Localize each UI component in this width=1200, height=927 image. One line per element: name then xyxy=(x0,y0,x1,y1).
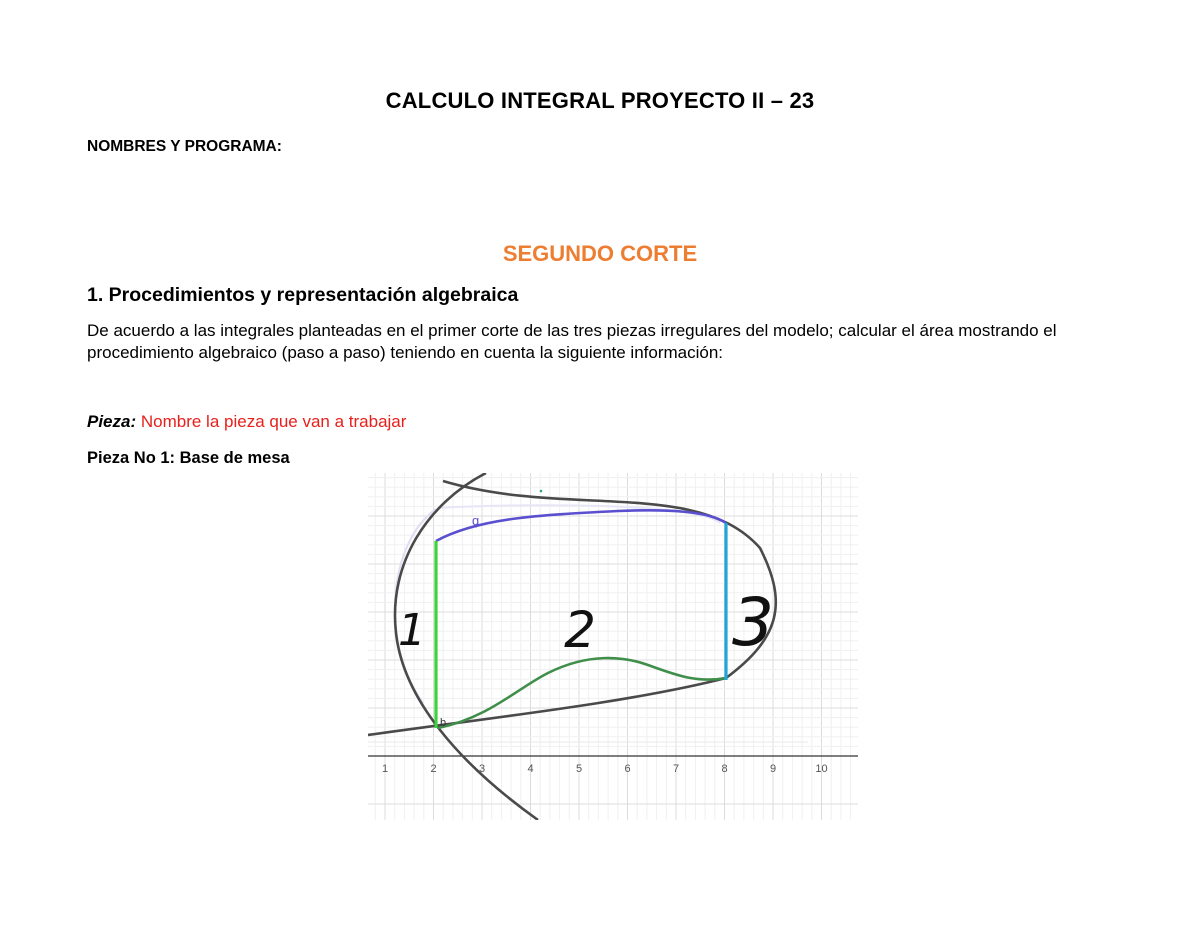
x-tick-label: 5 xyxy=(575,763,583,775)
x-tick-label: 3 xyxy=(478,763,486,775)
pieza-figure xyxy=(368,473,858,820)
x-ticks xyxy=(382,763,828,775)
region-labels xyxy=(398,584,774,661)
x-tick-label: 7 xyxy=(672,763,680,775)
section-title: SEGUNDO CORTE xyxy=(502,241,698,266)
figure-svg xyxy=(368,473,858,820)
document-title: CALCULO INTEGRAL PROYECTO II – 23 xyxy=(385,88,815,113)
pieza-name: Pieza No 1: Base de mesa xyxy=(87,449,290,467)
region-label-1: 1 xyxy=(398,605,426,656)
region-label-2: 2 xyxy=(564,601,596,659)
x-tick-label: 9 xyxy=(769,763,777,775)
pieza-hint: Nombre la pieza que van a trabajar xyxy=(140,412,407,431)
curve-label-g: g xyxy=(472,513,480,528)
region-label-3: 3 xyxy=(732,584,774,661)
x-tick-label: 4 xyxy=(527,763,534,775)
names-label: NOMBRES Y PROGRAMA: xyxy=(87,138,282,155)
section-heading: 1. Procedimientos y representación algebraica xyxy=(87,284,519,306)
pieza-line xyxy=(87,412,406,432)
x-tick-label: 1 xyxy=(381,763,389,775)
figure-grid xyxy=(368,473,858,820)
point-marker xyxy=(540,490,543,493)
x-tick-label: 10 xyxy=(815,763,828,775)
x-tick-label: 2 xyxy=(430,763,437,775)
pieza-label: Pieza: xyxy=(87,412,137,431)
x-tick-label: 8 xyxy=(721,763,728,775)
point-label-b: b xyxy=(440,717,447,729)
bottom-outline-line xyxy=(368,678,726,735)
instructions-paragraph: De acuerdo a las integrales planteadas en el primer corte de las tres piezas irregulares del modelo; calcular el área mostrando el procedimiento algebraico (paso a paso) teniendo en cuenta la siguiente información: xyxy=(87,321,1057,362)
x-tick-label: 6 xyxy=(624,763,631,775)
